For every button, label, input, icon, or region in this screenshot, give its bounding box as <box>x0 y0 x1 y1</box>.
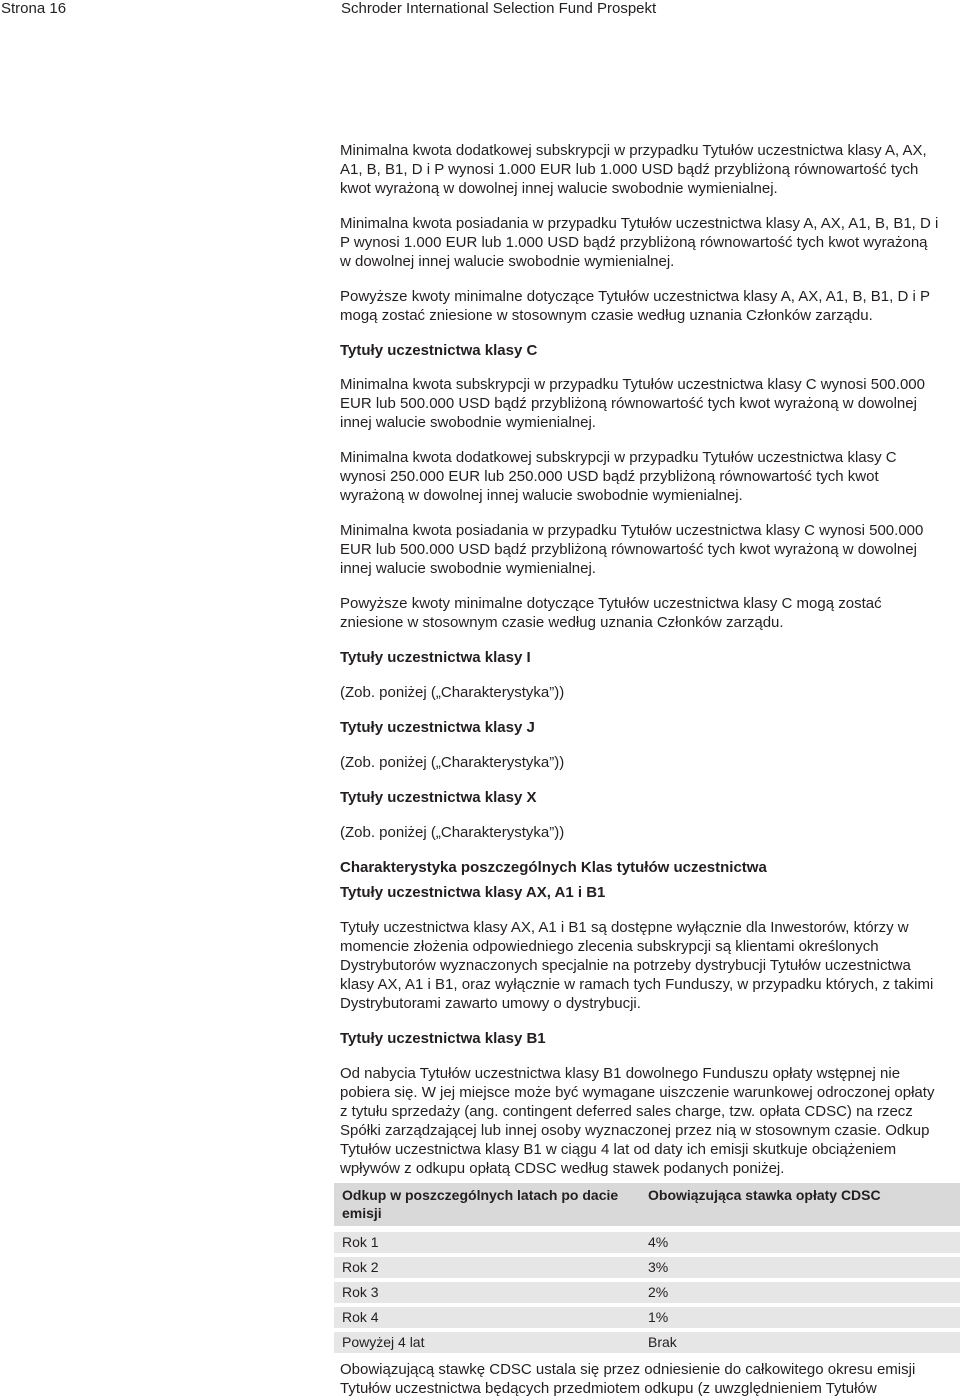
paragraph-class-b1: Od nabycia Tytułów uczestnictwa klasy B1 dowolnego Funduszu opłaty wstępnej nie pobiera się. W jej miejsce może być wymagane uiszczenie warunkowej odroczonej opłaty z tytułu sprzedaży (ang. contingent deferred sales charge, tzw. opłata CDSC) na rzecz Spółki zarządzającej lub innej osoby wyznaczonej przez nią w stosownym czasie. Odkup Tytułów uczestnictwa klasy B1 w ciągu 4 lat od daty ich emisji skutkuje obciążeniem wpływów z odkupu opłatą CDSC według stawek podanych poniżej. <box>340 1065 935 1177</box>
heading-characteristics: Charakterystyka poszczególnych Klas tytułów uczestnictwa <box>340 859 767 876</box>
heading-class-ax-a1-b1: Tytuły uczestnictwa klasy AX, A1 i B1 <box>340 884 606 901</box>
table-header-rate: Obowiązująca stawka opłaty CDSC <box>640 1183 960 1226</box>
page-number: Strona 16 <box>1 0 67 17</box>
page-header <box>0 0 960 20</box>
document-title: Schroder International Selection Fund Prospekt <box>341 0 657 17</box>
heading-class-i: Tytuły uczestnictwa klasy I <box>340 649 531 666</box>
table-cell-period: Rok 1 <box>334 1232 640 1253</box>
table-cell-rate: Brak <box>640 1332 960 1353</box>
paragraph-class-ax-a1-b1: Tytuły uczestnictwa klasy AX, A1 i B1 są dostępne wyłącznie dla Inwestorów, którzy w momencie złożenia odpowiedniego zlecenia subskrypcji są klientami określonych Dystrybutorów wyznaczonych specjalnie na potrzeby dystrybucji Tytułów uczestnictwa klasy AX, A1 i B1, oraz wyłącznie w ramach tych Funduszy, w przypadku których, z takimi Dystrybutorami zawarto umowy o dystrybucji. <box>340 919 934 1012</box>
paragraph-holding-c: Minimalna kwota posiadania w przypadku Tytułów uczestnictwa klasy C wynosi 500.000 EUR lub 500.000 USD bądź przybliżoną równowartość tych kwot wyrażoną w dowolnej innej walucie swobodnie wymienialnej. <box>340 522 924 577</box>
heading-class-b1: Tytuły uczestnictwa klasy B1 <box>340 1030 546 1047</box>
table-header-period: Odkup w poszczególnych latach po dacie emisji <box>334 1183 640 1226</box>
heading-class-c: Tytuły uczestnictwa klasy C <box>340 342 538 359</box>
table-cell-rate: 1% <box>640 1307 960 1328</box>
continuation-text <box>340 1360 940 1398</box>
table-cell-rate: 4% <box>640 1232 960 1253</box>
paragraph-additional-subscription-a: Minimalna kwota dodatkowej subskrypcji w przypadku Tytułów uczestnictwa klasy A, AX, A1, B, B1, D i P wynosi 1.000 EUR lub 1.000 USD bądź przybliżoną równowartość tych kwot wyrażoną w dowolnej innej walucie swobodnie wymienialnej. <box>340 142 927 197</box>
table-cell-period: Powyżej 4 lat <box>334 1332 640 1353</box>
table-row <box>334 1257 960 1278</box>
table-cell-period: Rok 2 <box>334 1257 640 1278</box>
paragraph-cdsc-rate-basis: Obowiązującą stawkę CDSC ustala się przez odniesienie do całkowitego okresu emisji Tytułów uczestnictwa będących przedmiotem odkupu (z uwzględnieniem Tytułów <box>340 1361 916 1397</box>
table-row <box>334 1232 960 1253</box>
table-header-row <box>334 1183 960 1226</box>
paragraph-subscription-c: Minimalna kwota subskrypcji w przypadku Tytułów uczestnictwa klasy C wynosi 500.000 EUR lub 500.000 USD bądź przybliżoną równowartość tych kwot wyrażoną w dowolnej innej walucie swobodnie wymienialnej. <box>340 376 925 431</box>
reference-class-j: (Zob. poniżej („Charakterystyka”)) <box>340 754 565 771</box>
table-cell-rate: 2% <box>640 1282 960 1303</box>
reference-class-i: (Zob. poniżej („Charakterystyka”)) <box>340 684 565 701</box>
heading-class-x: Tytuły uczestnictwa klasy X <box>340 789 537 806</box>
table-cell-period: Rok 4 <box>334 1307 640 1328</box>
table-row <box>334 1332 960 1353</box>
reference-class-x: (Zob. poniżej („Charakterystyka”)) <box>340 824 565 841</box>
paragraph-waiver-c: Powyższe kwoty minimalne dotyczące Tytułów uczestnictwa klasy C mogą zostać zniesione w stosownym czasie według uznania Członków zarządu. <box>340 595 882 631</box>
paragraph-additional-subscription-c: Minimalna kwota dodatkowej subskrypcji w przypadku Tytułów uczestnictwa klasy C wynosi 250.000 EUR lub 250.000 USD bądź przybliżoną równowartość tych kwot wyrażoną w dowolnej innej walucie swobodnie wymienialnej. <box>340 449 897 504</box>
heading-class-j: Tytuły uczestnictwa klasy J <box>340 719 535 736</box>
table-cell-rate: 3% <box>640 1257 960 1278</box>
table-cell-period: Rok 3 <box>334 1282 640 1303</box>
paragraph-waiver-a: Powyższe kwoty minimalne dotyczące Tytułów uczestnictwa klasy A, AX, A1, B, B1, D i P mogą zostać zniesione w stosownym czasie według uznania Członków zarządu. <box>340 288 930 324</box>
table-row <box>334 1282 960 1303</box>
main-content <box>340 141 940 1178</box>
table-row <box>334 1307 960 1328</box>
paragraph-holding-a: Minimalna kwota posiadania w przypadku Tytułów uczestnictwa klasy A, AX, A1, B, B1, D i P wynosi 1.000 EUR lub 1.000 USD bądź przybliżoną równowartość tych kwot wyrażoną w dowolnej innej walucie swobodnie wymienialnej. <box>340 215 939 270</box>
cdsc-rate-table <box>334 1183 960 1353</box>
